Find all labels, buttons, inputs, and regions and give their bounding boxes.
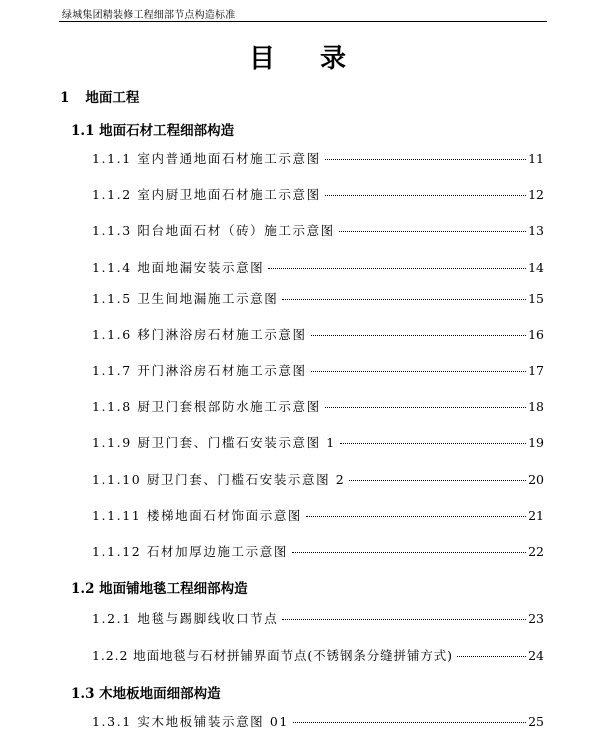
running-header: 绿城集团精装修工程细部节点构造标准: [62, 10, 236, 21]
toc-entry[interactable]: [92, 542, 544, 560]
header-divider: [59, 21, 547, 22]
dot-leader: [282, 619, 526, 620]
toc-entry[interactable]: [92, 221, 544, 239]
toc-entry[interactable]: [92, 325, 544, 343]
subsection-heading: 1.2 地面铺地毯工程细部构造: [71, 581, 248, 597]
dot-leader: [282, 299, 526, 300]
subsection-heading: 1.1 地面石材工程细部构造: [71, 123, 235, 139]
toc-entry-page: 16: [528, 327, 544, 342]
dot-leader: [325, 407, 526, 408]
section-number: 1: [60, 90, 70, 106]
toc-entry[interactable]: [92, 289, 544, 307]
toc-entry[interactable]: [92, 149, 544, 167]
toc-entry[interactable]: [92, 185, 544, 203]
dot-leader: [268, 268, 526, 269]
toc-entry-label: 1.1.10 厨卫门套、门槛石安装示意图 2: [92, 472, 346, 487]
toc-entry-page: 21: [528, 508, 544, 523]
toc-entry-label: 1.1.2 室内厨卫地面石材施工示意图: [92, 187, 321, 202]
toc-entry-page: 24: [528, 648, 544, 663]
dot-leader: [349, 480, 526, 481]
toc-entry-label: 1.1.12 石材加厚边施工示意图: [92, 544, 288, 559]
toc-entry-label: 1.1.1 室内普通地面石材施工示意图: [92, 151, 321, 166]
toc-entry[interactable]: [92, 361, 544, 379]
toc-entry-page: 22: [528, 544, 544, 559]
toc-entry-label: 1.1.11 楼梯地面石材饰面示意图: [92, 508, 303, 523]
toc-entry-label: 1.1.7 开门淋浴房石材施工示意图: [92, 363, 307, 378]
toc-entry[interactable]: [92, 470, 544, 488]
toc-entry-page: 17: [528, 363, 544, 378]
toc-entry-label: 1.1.5 卫生间地漏施工示意图: [92, 291, 279, 306]
toc-entry-label: 1.1.8 厨卫门套根部防水施工示意图: [92, 399, 321, 414]
dot-leader: [325, 195, 526, 196]
dot-leader: [293, 722, 526, 723]
dot-leader: [340, 443, 526, 444]
toc-entry-label: 1.2.1 地毯与踢脚线收口节点: [92, 611, 279, 626]
toc-entry-page: 15: [528, 291, 544, 306]
toc-entry[interactable]: [92, 433, 544, 451]
toc-entry-label: 1.3.1 实木地板铺装示意图 01: [92, 714, 289, 729]
section-heading: [60, 86, 139, 106]
dot-leader: [339, 231, 526, 232]
toc-entry-page: 18: [528, 399, 544, 414]
toc-entry-page: 23: [528, 611, 544, 626]
dot-leader: [311, 335, 527, 336]
toc-entry-page: 12: [528, 187, 544, 202]
dot-leader: [311, 371, 527, 372]
toc-entry[interactable]: [92, 506, 544, 524]
toc-entry-page: 11: [528, 151, 544, 166]
dot-leader: [457, 656, 526, 657]
toc-entry[interactable]: [92, 646, 544, 664]
toc-entry-page: 20: [528, 472, 544, 487]
subsection-heading: 1.3 木地板地面细部构造: [71, 686, 221, 702]
page-title: 目 录: [248, 44, 365, 74]
dot-leader: [306, 516, 526, 517]
toc-entry-label: 1.1.9 厨卫门套、门槛石安装示意图 1: [92, 435, 336, 450]
dot-leader: [325, 159, 526, 160]
toc-entry-label: 1.2.2 地面地毯与石材拼铺界面节点(不锈钢条分缝拼铺方式): [92, 648, 453, 663]
section-title: 地面工程: [85, 90, 140, 106]
toc-entry-page: 19: [528, 435, 544, 450]
toc-entry-label: 1.1.6 移门淋浴房石材施工示意图: [92, 327, 307, 342]
toc-entry[interactable]: [92, 258, 544, 276]
toc-entry[interactable]: [92, 609, 544, 627]
toc-entry-page: 13: [528, 223, 544, 238]
dot-leader: [292, 552, 526, 553]
toc-entry-page: 14: [528, 260, 544, 275]
toc-entry[interactable]: [92, 712, 544, 730]
toc-entry-label: 1.1.3 阳台地面石材（砖）施工示意图: [92, 223, 335, 238]
toc-entry-label: 1.1.4 地面地漏安装示意图: [92, 260, 265, 275]
toc-entry[interactable]: [92, 397, 544, 415]
toc-entry-page: 25: [528, 714, 544, 729]
